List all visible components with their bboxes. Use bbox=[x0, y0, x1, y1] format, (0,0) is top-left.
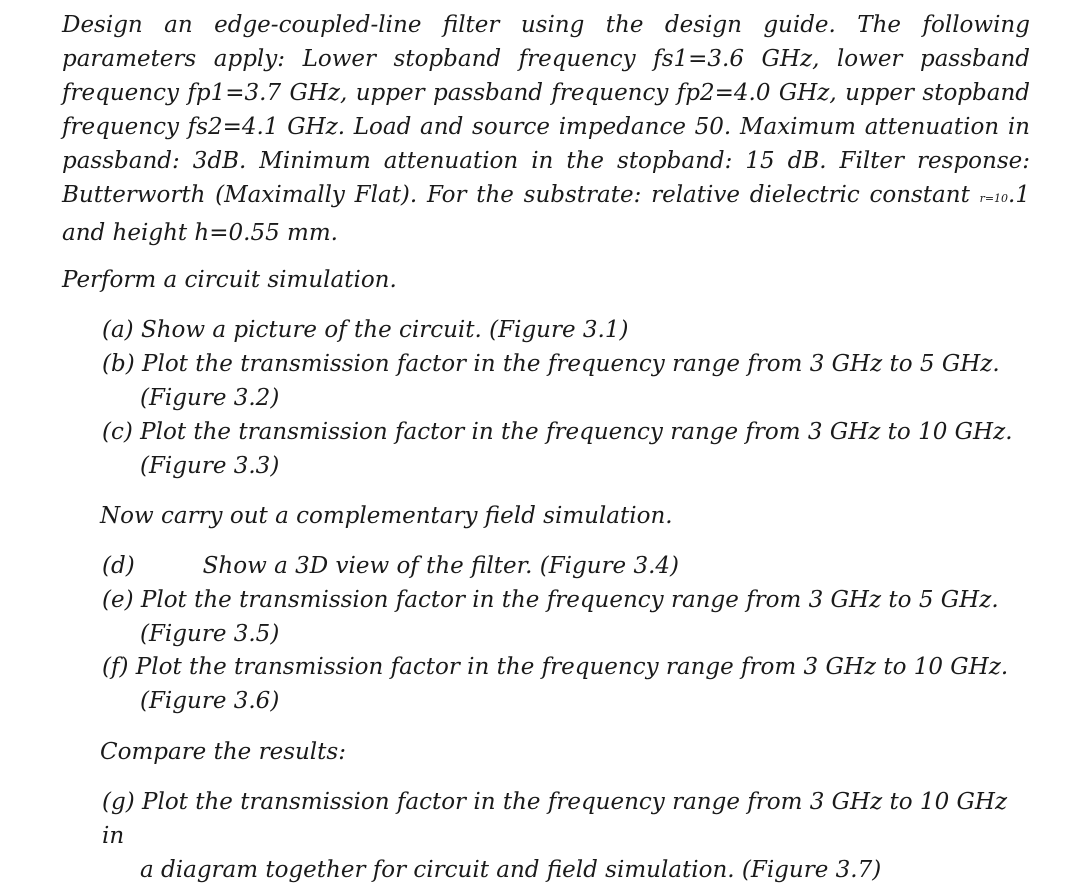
task-e bbox=[102, 583, 1032, 651]
problem-statement bbox=[62, 8, 1030, 250]
task-f bbox=[102, 650, 1032, 718]
task-g-label: (g) bbox=[102, 789, 135, 815]
task-c-text: Plot the transmission factor in the frequency range from 3 GHz to 10 GHz. bbox=[140, 419, 1013, 445]
task-c bbox=[102, 415, 1032, 483]
perform-heading: Perform a circuit simulation. bbox=[62, 267, 397, 293]
intro-text-3: . The following parameters apply: Lower stopband frequency fs1=3.6 GHz, lower passband frequency fp1=3.7 GHz, upper passband frequency fp2=4.0 GHz, upper stopband frequency fs2=4.1 GHz. Load and source impedance 50. Maximum attenuation in passband: 3dB. Minimum attenuation in the stopband: 15 dB. Filter response: Butterworth (Maximally Flat). For the substrate: relative dielectric constant bbox=[62, 12, 1030, 208]
task-g-text: Plot the transmission factor in the frequency range from 3 GHz to 10 GHz in bbox=[102, 789, 1008, 849]
intro-epsilon-subscript: r=10 bbox=[979, 192, 1009, 205]
task-f-label: (f) bbox=[102, 654, 129, 680]
task-e-label: (e) bbox=[102, 587, 134, 613]
task-a-label: (a) bbox=[102, 317, 134, 343]
task-b bbox=[102, 347, 1032, 415]
intro-term-edge-coupled: edge-coupled-line filter bbox=[214, 12, 500, 38]
intro-text-1: Design an bbox=[62, 12, 215, 38]
task-a bbox=[102, 313, 1032, 347]
task-d-text: Show a 3D view of the filter. (Figure 3.4) bbox=[202, 553, 680, 579]
task-b-figure-ref: (Figure 3.2) bbox=[140, 385, 280, 411]
intro-text-4: .1 and height h=0.55 mm. bbox=[62, 182, 1030, 246]
task-e-figure-ref: (Figure 3.5) bbox=[140, 621, 280, 647]
task-c-figure-ref: (Figure 3.3) bbox=[140, 453, 280, 479]
compare-heading: Compare the results: bbox=[100, 739, 346, 765]
task-b-text: Plot the transmission factor in the frequency range from 3 GHz to 5 GHz. bbox=[141, 351, 1000, 377]
task-c-label: (c) bbox=[102, 419, 133, 445]
task-b-label: (b) bbox=[102, 351, 135, 377]
task-g bbox=[102, 785, 1032, 887]
task-e-text: Plot the transmission factor in the frequency range from 3 GHz to 5 GHz. bbox=[140, 587, 999, 613]
field-sim-heading: Now carry out a complementary field simulation. bbox=[100, 503, 673, 529]
intro-term-design-guide: design guide bbox=[664, 12, 829, 38]
intro-text-2: using the bbox=[499, 12, 665, 38]
task-g-text-continued: a diagram together for circuit and field simulation. (Figure 3.7) bbox=[140, 857, 882, 883]
task-d-label: (d) bbox=[102, 553, 135, 579]
task-d bbox=[102, 549, 1032, 583]
task-f-text: Plot the transmission factor in the frequency range from 3 GHz to 10 GHz. bbox=[135, 654, 1009, 680]
task-f-figure-ref: (Figure 3.6) bbox=[140, 688, 280, 714]
task-a-text: Show a picture of the circuit. (Figure 3.1) bbox=[140, 317, 629, 343]
